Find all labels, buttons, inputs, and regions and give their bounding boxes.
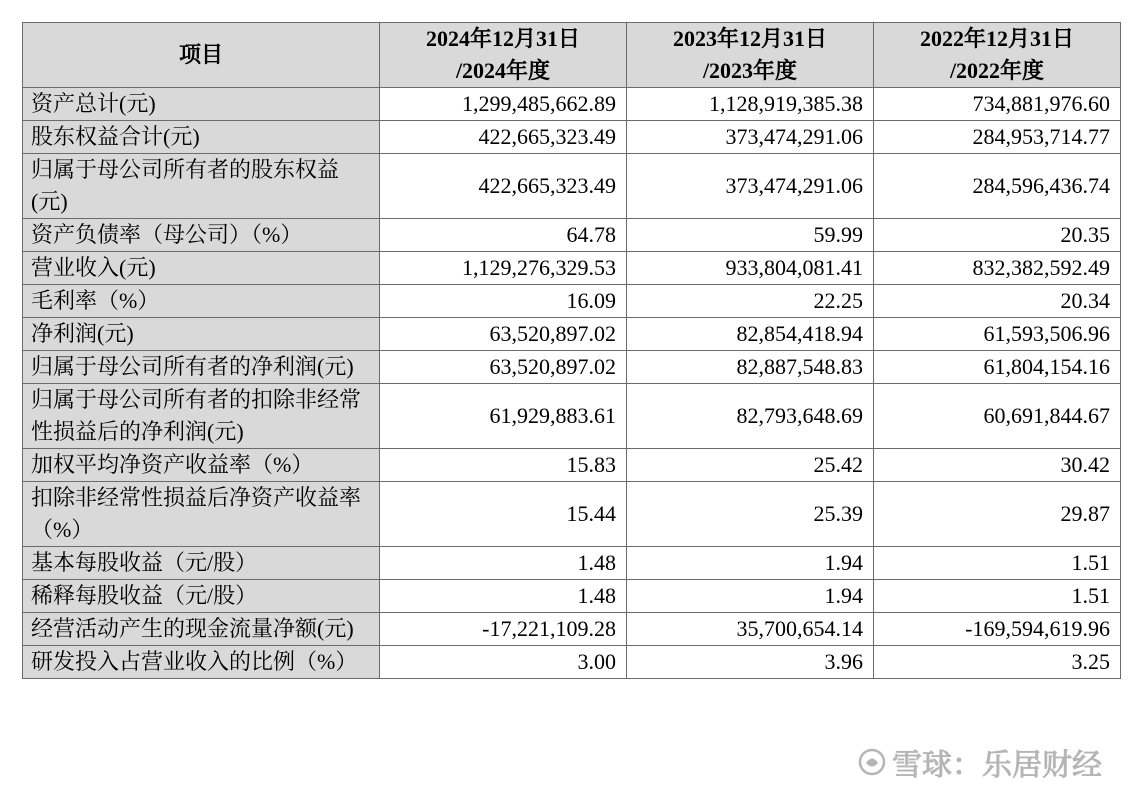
value-2024: 15.83 [380, 449, 627, 482]
row-label: 毛利率（%） [23, 285, 380, 318]
value-2023: 3.96 [627, 646, 874, 679]
header-2024 [380, 23, 627, 88]
value-2023: 35,700,654.14 [627, 613, 874, 646]
value-2022: 20.34 [874, 285, 1121, 318]
value-2023: 25.39 [627, 482, 874, 547]
watermark [858, 740, 1102, 784]
value-2024: 1,129,276,329.53 [380, 252, 627, 285]
header-2022-year: /2022年度 [949, 58, 1045, 83]
value-2022: 61,593,506.96 [874, 318, 1121, 351]
header-2024-year: /2024年度 [455, 58, 551, 83]
row-label: 净利润(元) [23, 318, 380, 351]
table-row [23, 252, 1121, 285]
row-label: 加权平均净资产收益率（%） [23, 449, 380, 482]
snowball-logo-icon [858, 748, 886, 776]
value-2024: 1.48 [380, 547, 627, 580]
table-row [23, 613, 1121, 646]
row-label: 股东权益合计(元) [23, 121, 380, 154]
table-row [23, 646, 1121, 679]
table-row [23, 482, 1121, 547]
table-row [23, 88, 1121, 121]
header-2023-date: 2023年12月31日 [672, 26, 827, 51]
value-2023: 373,474,291.06 [627, 154, 874, 219]
header-2024-date: 2024年12月31日 [425, 26, 580, 51]
value-2023: 373,474,291.06 [627, 121, 874, 154]
row-label: 资产总计(元) [23, 88, 380, 121]
row-label: 研发投入占营业收入的比例（%） [23, 646, 380, 679]
row-label: 基本每股收益（元/股） [23, 547, 380, 580]
table-row [23, 121, 1121, 154]
row-label: 稀释每股收益（元/股） [23, 580, 380, 613]
value-2024: 422,665,323.49 [380, 154, 627, 219]
table-row [23, 449, 1121, 482]
value-2022: 20.35 [874, 219, 1121, 252]
value-2022: 284,953,714.77 [874, 121, 1121, 154]
header-2022-date: 2022年12月31日 [919, 26, 1074, 51]
value-2024: 15.44 [380, 482, 627, 547]
value-2023: 82,793,648.69 [627, 384, 874, 449]
header-2022 [874, 23, 1121, 88]
value-2024: 1.48 [380, 580, 627, 613]
value-2023: 82,887,548.83 [627, 351, 874, 384]
table-row [23, 285, 1121, 318]
value-2022: 60,691,844.67 [874, 384, 1121, 449]
row-label: 归属于母公司所有者的净利润(元) [23, 351, 380, 384]
table-row [23, 219, 1121, 252]
value-2022: 832,382,592.49 [874, 252, 1121, 285]
value-2022: 30.42 [874, 449, 1121, 482]
value-2023: 1,128,919,385.38 [627, 88, 874, 121]
value-2022: 1.51 [874, 547, 1121, 580]
value-2024: 64.78 [380, 219, 627, 252]
value-2024: 16.09 [380, 285, 627, 318]
value-2022: 1.51 [874, 580, 1121, 613]
value-2022: 284,596,436.74 [874, 154, 1121, 219]
header-item: 项目 [23, 23, 380, 88]
value-2022: 734,881,976.60 [874, 88, 1121, 121]
value-2022: -169,594,619.96 [874, 613, 1121, 646]
table-row [23, 547, 1121, 580]
table-header-row [23, 23, 1121, 88]
table-body [23, 88, 1121, 679]
value-2024: 1,299,485,662.89 [380, 88, 627, 121]
value-2023: 933,804,081.41 [627, 252, 874, 285]
row-label: 资产负债率（母公司）（%） [23, 219, 380, 252]
table-row [23, 384, 1121, 449]
watermark-text: 雪球：乐居财经 [892, 748, 1102, 783]
row-label: 营业收入(元) [23, 252, 380, 285]
header-2023 [627, 23, 874, 88]
value-2024: 61,929,883.61 [380, 384, 627, 449]
table-row [23, 351, 1121, 384]
value-2023: 25.42 [627, 449, 874, 482]
row-label: 归属于母公司所有者的股东权益(元) [23, 154, 380, 219]
value-2023: 1.94 [627, 580, 874, 613]
value-2024: 63,520,897.02 [380, 318, 627, 351]
value-2023: 1.94 [627, 547, 874, 580]
value-2023: 59.99 [627, 219, 874, 252]
value-2024: 3.00 [380, 646, 627, 679]
value-2022: 3.25 [874, 646, 1121, 679]
value-2022: 29.87 [874, 482, 1121, 547]
table-row [23, 580, 1121, 613]
value-2022: 61,804,154.16 [874, 351, 1121, 384]
header-2023-year: /2023年度 [702, 58, 798, 83]
table-row [23, 318, 1121, 351]
row-label: 经营活动产生的现金流量净额(元) [23, 613, 380, 646]
row-label: 归属于母公司所有者的扣除非经常性损益后的净利润(元) [23, 384, 380, 449]
value-2023: 22.25 [627, 285, 874, 318]
value-2023: 82,854,418.94 [627, 318, 874, 351]
value-2024: 422,665,323.49 [380, 121, 627, 154]
value-2024: 63,520,897.02 [380, 351, 627, 384]
table-row [23, 154, 1121, 219]
row-label: 扣除非经常性损益后净资产收益率（%） [23, 482, 380, 547]
value-2024: -17,221,109.28 [380, 613, 627, 646]
financial-summary-table [22, 22, 1121, 679]
